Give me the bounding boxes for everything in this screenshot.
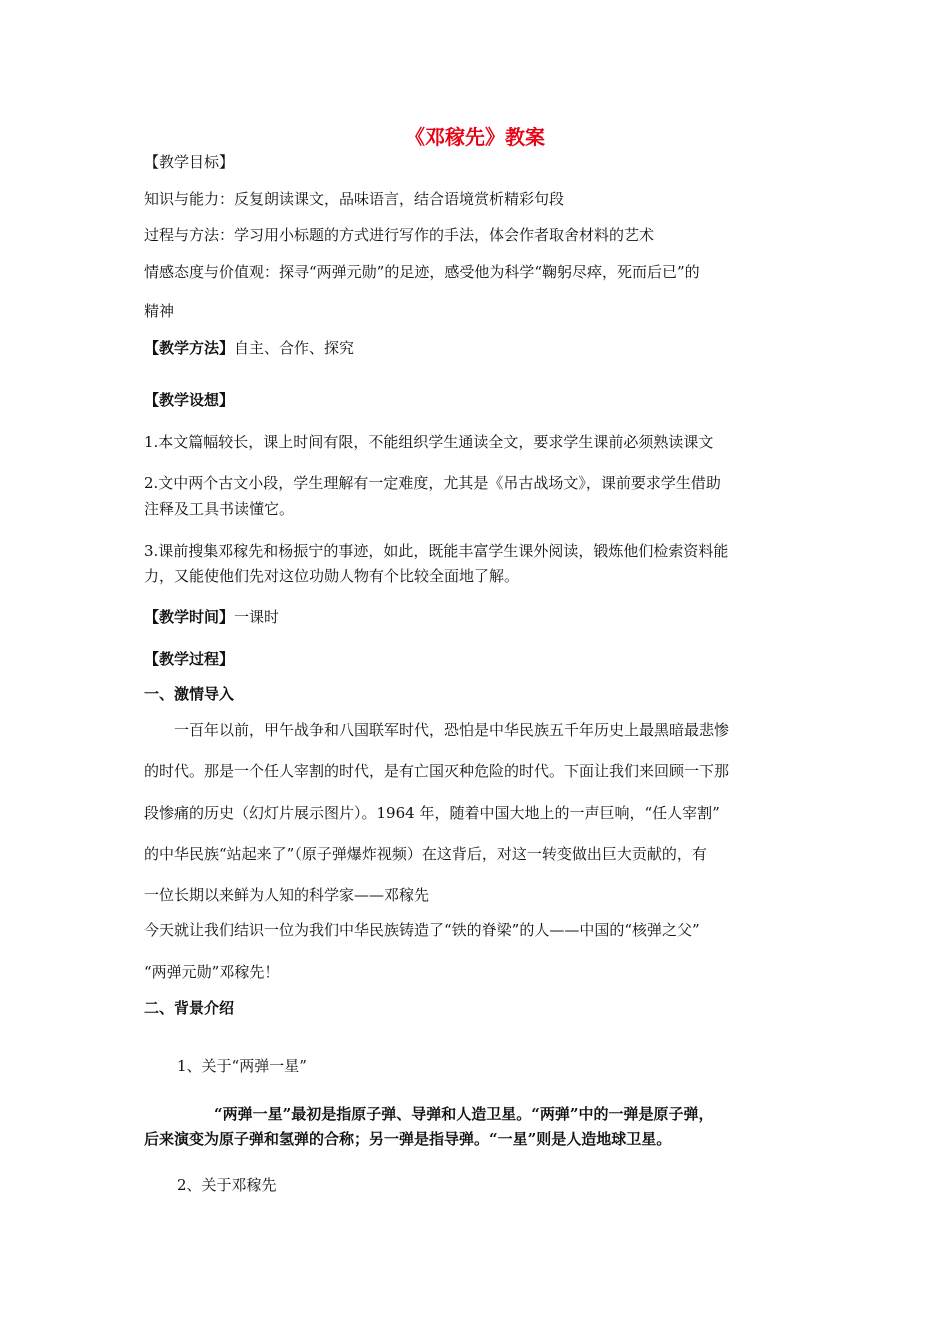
design-item-2-line2: 注释及工具书读懂它。: [144, 500, 295, 518]
definition-line2: 后来演变为原子弹和氢弹的合称；另一弹是指导弹。“一星”则是人造地球卫星。: [144, 1130, 672, 1148]
goals-heading: 【教学目标】: [144, 153, 235, 171]
design-item-2-line1: 2.文中两个古文小段，学生理解有一定难度，尤其是《吊古战场文》，课前要求学生借助: [144, 474, 721, 492]
intro-line: 段惨痛的历史（幻灯片展示图片）。1964 年，随着中国大地上的一声巨响，“任人宰割”: [144, 804, 720, 822]
goal-emotion-line2: 精神: [144, 302, 175, 320]
intro-line: 的中华民族“站起来了”（原子弹爆炸视频）在这背后，对这一转变做出巨大贡献的，有: [144, 845, 707, 863]
time-row: [144, 607, 279, 627]
goal-emotion-line1: 情感态度与价值观：探寻“两弹元勋”的足迹，感受他为科学“鞠躬尽瘁，死而后已”的: [144, 263, 700, 281]
page-title: 《邓稼先》教案: [405, 125, 545, 149]
intro-line: 的时代。那是一个任人宰割的时代，是有亡国灭种危险的时代。下面让我们来回顾一下那: [144, 762, 730, 780]
method-row: [144, 338, 354, 358]
goal-process: 过程与方法：学习用小标题的方式进行写作的手法，体会作者取舍材料的艺术: [144, 226, 655, 244]
method-label: 【教学方法】: [144, 339, 235, 357]
time-label: 【教学时间】: [144, 608, 235, 626]
subsection-1: 1、关于“两弹一星”: [177, 1057, 307, 1075]
design-heading: 【教学设想】: [144, 391, 235, 409]
method-value: 自主、合作、探究: [234, 339, 355, 357]
today-line1: 今天就让我们结识一位为我们中华民族铸造了“铁的脊梁”的人——中国的“核弹之父”: [144, 921, 700, 939]
goal-knowledge: 知识与能力：反复朗读课文，品味语言，结合语境赏析精彩句段: [144, 190, 565, 208]
definition-line1: “两弹一星”最初是指原子弹、导弹和人造卫星。“两弹”中的一弹是原子弹，: [214, 1105, 714, 1123]
design-item-3-line1: 3.课前搜集邓稼先和杨振宁的事迹，如此，既能丰富学生课外阅读，锻炼他们检索资料能: [144, 542, 729, 560]
design-item-3-line2: 力，又能使他们先对这位功勋人物有个比较全面地了解。: [144, 567, 520, 585]
today-line2: “两弹元勋”邓稼先！: [144, 963, 280, 981]
section-heading-2: 二、背景介绍: [144, 999, 235, 1017]
design-item-1: 1.本文篇幅较长，课上时间有限，不能组织学生通读全文，要求学生课前必须熟读课文: [144, 433, 714, 451]
intro-line: 一位长期以来鲜为人知的科学家——邓稼先: [144, 886, 430, 904]
subsection-2: 2、关于邓稼先: [177, 1176, 277, 1194]
procedure-heading: 【教学过程】: [144, 650, 235, 668]
intro-line: 一百年以前，甲午战争和八国联军时代，恐怕是中华民族五千年历史上最黑暗最悲惨: [174, 721, 730, 739]
time-value: 一课时: [234, 608, 280, 626]
section-heading-1: 一、激情导入: [144, 685, 235, 703]
